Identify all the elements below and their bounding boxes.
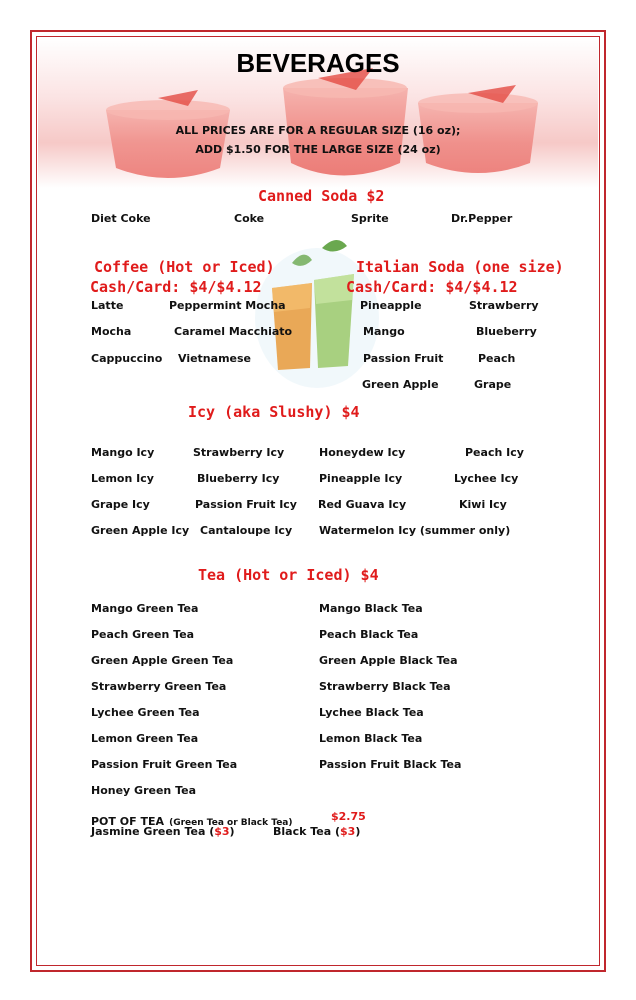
menu-item: Watermelon Icy (summer only): [319, 524, 511, 537]
menu-item: Green Apple Green Tea: [91, 654, 234, 667]
menu-item: Lychee Black Tea: [319, 706, 424, 719]
menu-item: Strawberry Icy: [193, 446, 285, 459]
menu-item: Peach Black Tea: [319, 628, 419, 641]
menu-item: Pineapple: [360, 299, 422, 312]
menu-item: Caramel Macchiato: [174, 325, 293, 338]
menu-item: Passion Fruit Icy: [195, 498, 297, 511]
menu-item: Strawberry: [469, 299, 539, 312]
menu-item: Peach: [478, 352, 516, 365]
page-title: BEVERAGES: [236, 48, 400, 78]
menu-item: Passion Fruit Black Tea: [319, 758, 462, 771]
size-note-line2: ADD $1.50 FOR THE LARGE SIZE (24 oz): [195, 143, 441, 156]
menu-item: Cappuccino: [91, 352, 163, 365]
menu-item: Mango Icy: [91, 446, 155, 459]
pot-of-tea-price: $2.75: [331, 810, 366, 823]
menu-item: Lemon Green Tea: [91, 732, 199, 745]
menu-item: Peppermint Mocha: [169, 299, 286, 312]
menu-item: Lychee Icy: [454, 472, 519, 485]
jasmine-tea-line: [91, 825, 235, 838]
black-tea-label: Black Tea (: [273, 825, 341, 838]
menu-item: Green Apple Black Tea: [319, 654, 458, 667]
italian-soda-price: Cash/Card: $4/$4.12: [346, 278, 518, 296]
menu-item: Green Apple: [362, 378, 439, 391]
icy-heading: Icy (aka Slushy) $4: [188, 403, 360, 421]
menu-item: Blueberry: [476, 325, 537, 338]
close-paren: ): [229, 825, 235, 838]
menu-item: Mocha: [91, 325, 132, 338]
pot-of-tea-label: POT OF TEA: [91, 815, 164, 828]
menu-item: Strawberry Green Tea: [91, 680, 227, 693]
menu-item: Blueberry Icy: [197, 472, 280, 485]
menu-item: Dr.Pepper: [451, 212, 513, 225]
black-tea-price: $3: [340, 825, 356, 838]
tea-heading: Tea (Hot or Iced) $4: [198, 566, 379, 584]
menu-item: Strawberry Black Tea: [319, 680, 451, 693]
menu-item: Latte: [91, 299, 124, 312]
menu-item: Mango Green Tea: [91, 602, 199, 615]
menu-item: Red Guava Icy: [318, 498, 407, 511]
menu-item: Passion Fruit: [363, 352, 444, 365]
close-paren: ): [355, 825, 361, 838]
menu-item: Mango: [363, 325, 405, 338]
menu-item: Kiwi Icy: [459, 498, 507, 511]
menu-item: Grape Icy: [91, 498, 150, 511]
menu-item: Honeydew Icy: [319, 446, 406, 459]
black-tea-line: [273, 825, 360, 838]
menu-item: Pineapple Icy: [319, 472, 403, 485]
jasmine-tea-label: Jasmine Green Tea (: [91, 825, 215, 838]
menu-item: Peach Green Tea: [91, 628, 195, 641]
size-note-line1: ALL PRICES ARE FOR A REGULAR SIZE (16 oz);: [175, 124, 461, 137]
pot-of-tea-sub: (Green Tea or Black Tea): [169, 818, 293, 828]
menu-item: Mango Black Tea: [319, 602, 423, 615]
menu-item: Vietnamese: [178, 352, 251, 365]
menu-item: Sprite: [351, 212, 389, 225]
menu-item: Passion Fruit Green Tea: [91, 758, 238, 771]
italian-soda-heading: Italian Soda (one size): [356, 258, 564, 276]
canned-soda-heading: Canned Soda $2: [258, 187, 385, 205]
menu-item: Diet Coke: [91, 212, 151, 225]
menu-item: Lychee Green Tea: [91, 706, 200, 719]
menu-item: Lemon Icy: [91, 472, 154, 485]
menu-item: Grape: [474, 378, 512, 391]
menu-item: Lemon Black Tea: [319, 732, 423, 745]
menu-item: Peach Icy: [465, 446, 524, 459]
menu-item: Green Apple Icy: [91, 524, 190, 537]
menu-item: Cantaloupe Icy: [200, 524, 293, 537]
menu-item: Coke: [234, 212, 265, 225]
jasmine-tea-price: $3: [214, 825, 230, 838]
coffee-heading: Coffee (Hot or Iced): [94, 258, 275, 276]
menu-item: Honey Green Tea: [91, 784, 197, 797]
coffee-price: Cash/Card: $4/$4.12: [90, 278, 262, 296]
